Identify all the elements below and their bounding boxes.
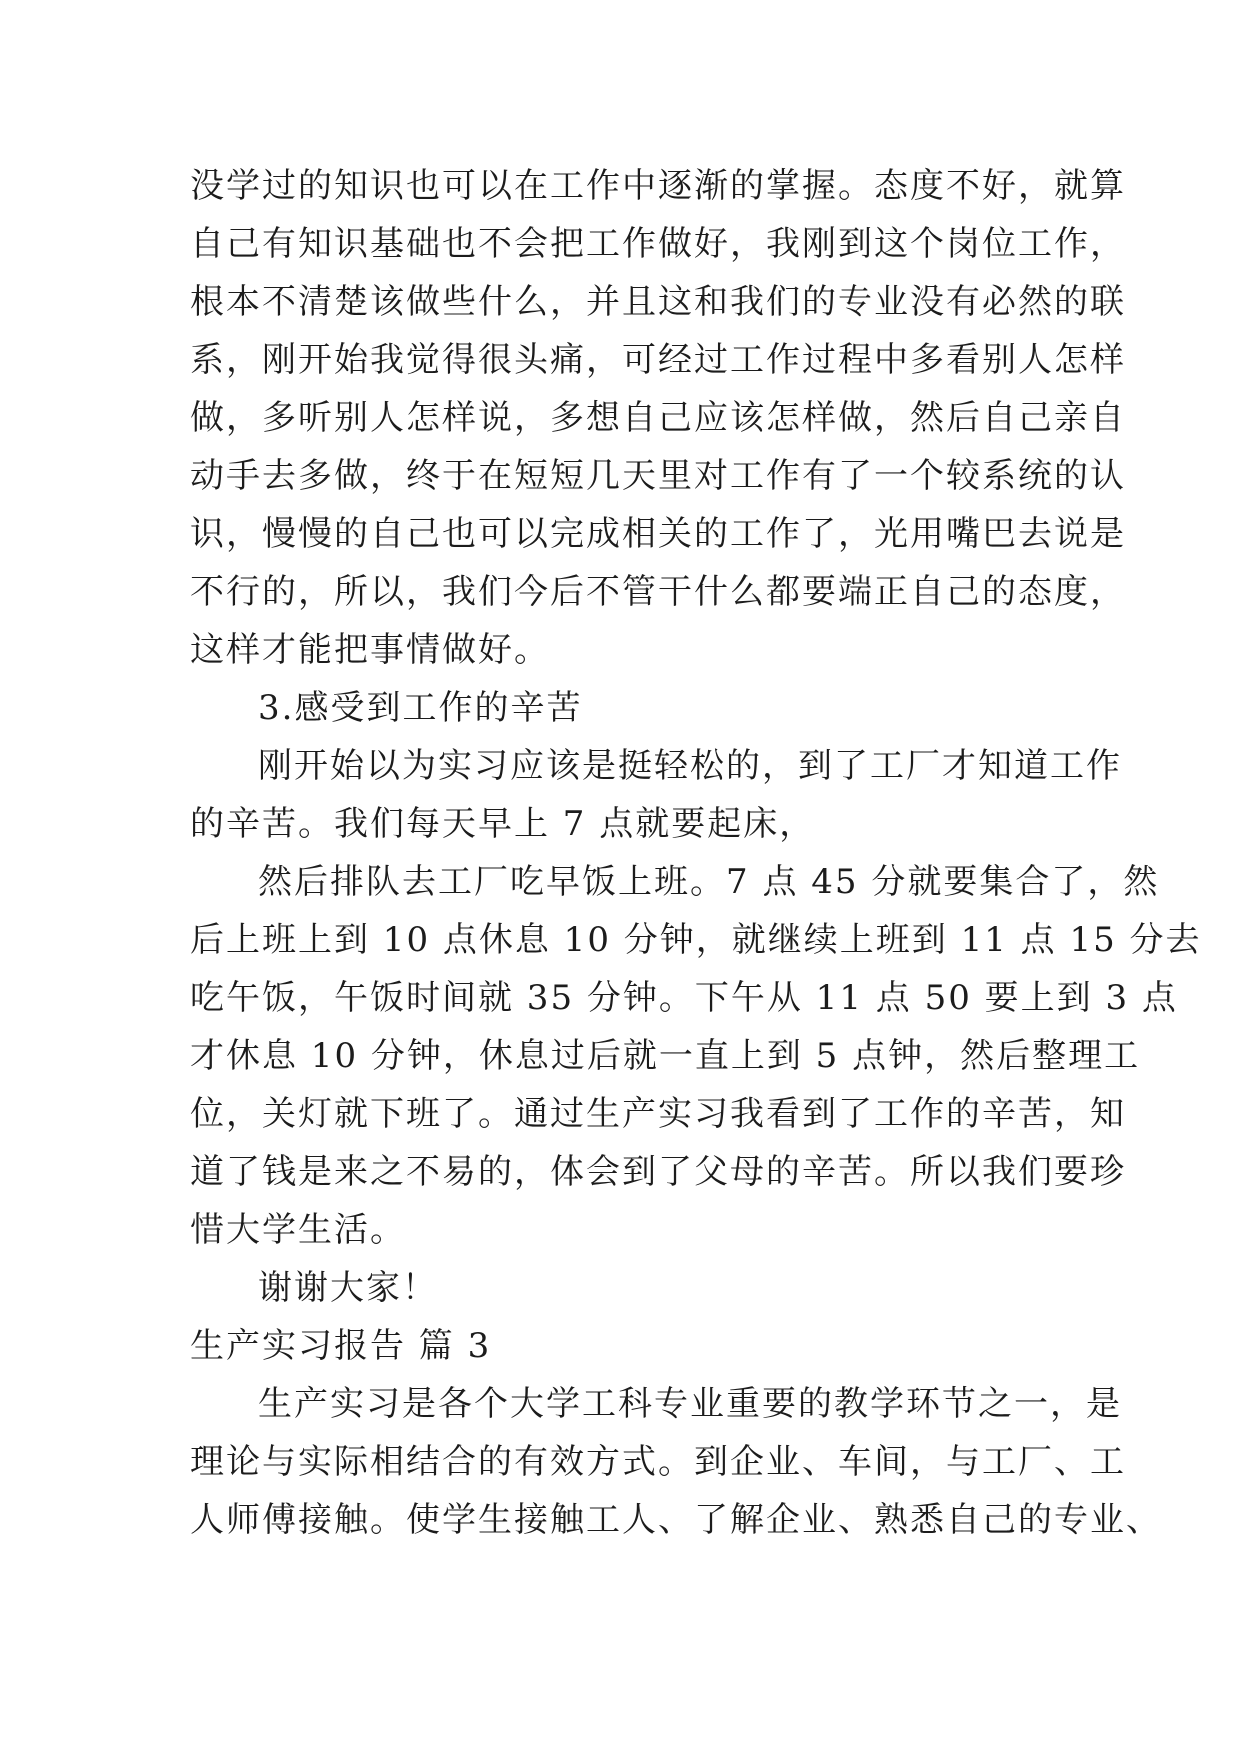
paragraph-line: 后上班上到 10 点休息 10 分钟，就继续上班到 11 点 15 分去 <box>190 920 1202 960</box>
paragraph-line: 做，多听别人怎样说，多想自己应该怎样做，然后自己亲自 <box>190 398 1126 438</box>
paragraph-line: 的辛苦。我们每天早上 7 点就要起床， <box>190 804 816 844</box>
paragraph-line: 道了钱是来之不易的，体会到了父母的辛苦。所以我们要珍 <box>190 1152 1126 1192</box>
paragraph-line: 惜大学生活。 <box>190 1210 406 1250</box>
section-heading: 3.感受到工作的辛苦 <box>258 688 583 728</box>
report-title: 生产实习报告 篇 3 <box>190 1326 492 1366</box>
paragraph-line: 这样才能把事情做好。 <box>190 630 550 670</box>
paragraph-line: 吃午饭，午饭时间就 35 分钟。下午从 11 点 50 要上到 3 点 <box>190 978 1178 1018</box>
paragraph-line: 理论与实际相结合的有效方式。到企业、车间，与工厂、工 <box>190 1442 1126 1482</box>
paragraph-line: 系，刚开始我觉得很头痛，可经过工作过程中多看别人怎样 <box>190 340 1126 380</box>
closing-line: 谢谢大家！ <box>258 1268 438 1308</box>
paragraph-line: 人师傅接触。使学生接触工人、了解企业、熟悉自己的专业、 <box>190 1500 1162 1540</box>
paragraph-line: 刚开始以为实习应该是挺轻松的，到了工厂才知道工作 <box>258 746 1122 786</box>
paragraph-line: 没学过的知识也可以在工作中逐渐的掌握。态度不好，就算 <box>190 166 1126 206</box>
paragraph-line: 才休息 10 分钟，休息过后就一直上到 5 点钟，然后整理工 <box>190 1036 1141 1076</box>
paragraph-line: 生产实习是各个大学工科专业重要的教学环节之一，是 <box>258 1384 1122 1424</box>
paragraph-line: 识，慢慢的自己也可以完成相关的工作了，光用嘴巴去说是 <box>190 514 1126 554</box>
paragraph-line: 不行的，所以，我们今后不管干什么都要端正自己的态度， <box>190 572 1126 612</box>
paragraph-line: 动手去多做，终于在短短几天里对工作有了一个较系统的认 <box>190 456 1126 496</box>
paragraph-line: 自己有知识基础也不会把工作做好，我刚到这个岗位工作， <box>190 224 1126 264</box>
paragraph-line: 然后排队去工厂吃早饭上班。7 点 45 分就要集合了，然 <box>258 862 1160 902</box>
paragraph-line: 位，关灯就下班了。通过生产实习我看到了工作的辛苦，知 <box>190 1094 1126 1134</box>
paragraph-line: 根本不清楚该做些什么，并且这和我们的专业没有必然的联 <box>190 282 1126 322</box>
